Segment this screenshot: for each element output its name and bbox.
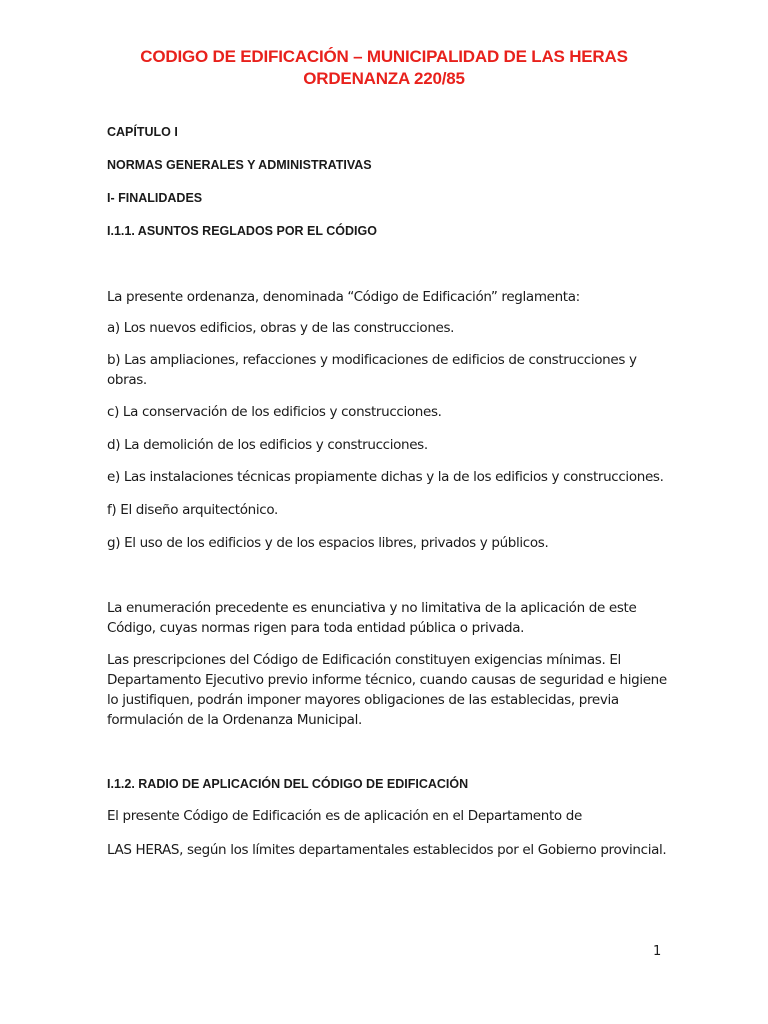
paragraph: La enumeración precedente es enunciativa y no limitativa de la aplicación de este Código, cuyas normas rigen para toda entidad pública o privada. — [107, 600, 637, 636]
chapter-label: CAPÍTULO I — [107, 125, 178, 139]
paragraph-line: LAS HERAS, según los límites departamentales establecidos por el Gobierno provincial. — [107, 842, 667, 858]
list-item: a) Los nuevos edificios, obras y de las construcciones. — [107, 320, 455, 336]
document-title: CODIGO DE EDIFICACIÓN – MUNICIPALIDAD DE LAS HERAS — [140, 47, 628, 66]
section-heading: I- FINALIDADES — [107, 191, 203, 205]
article-intro: La presente ordenanza, denominada “Código de Edificación” reglamenta: — [107, 289, 580, 305]
list-item: b) Las ampliaciones, refacciones y modificaciones de edificios de construcciones y obras. — [107, 352, 637, 388]
article-heading-1: I.1.1. ASUNTOS REGLADOS POR EL CÓDIGO — [107, 224, 377, 238]
list-item: e) Las instalaciones técnicas propiamente dichas y la de los edificios y construcciones. — [107, 469, 664, 485]
page-number: 1 — [653, 944, 662, 959]
chapter-title: NORMAS GENERALES Y ADMINISTRATIVAS — [107, 158, 372, 172]
document-subtitle: ORDENANZA 220/85 — [303, 69, 465, 88]
paragraph: Las prescripciones del Código de Edificación constituyen exigencias mínimas. El Departamento Ejecutivo previo informe técnico, cuando causas de seguridad e higiene lo justifiquen, podrán imponer mayores obligaciones de las establecidas, previa formulación de la Ordenanza Municipal. — [107, 652, 667, 728]
list-item: f) El diseño arquitectónico. — [107, 502, 278, 518]
list-item: g) El uso de los edificios y de los espacios libres, privados y públicos. — [107, 535, 549, 551]
list-item: d) La demolición de los edificios y construcciones. — [107, 437, 428, 453]
article-heading-2: I.1.2. RADIO DE APLICACIÓN DEL CÓDIGO DE EDIFICACIÓN — [107, 777, 469, 791]
list-item: c) La conservación de los edificios y construcciones. — [107, 404, 442, 420]
paragraph-line: El presente Código de Edificación es de aplicación en el Departamento de — [107, 808, 582, 824]
